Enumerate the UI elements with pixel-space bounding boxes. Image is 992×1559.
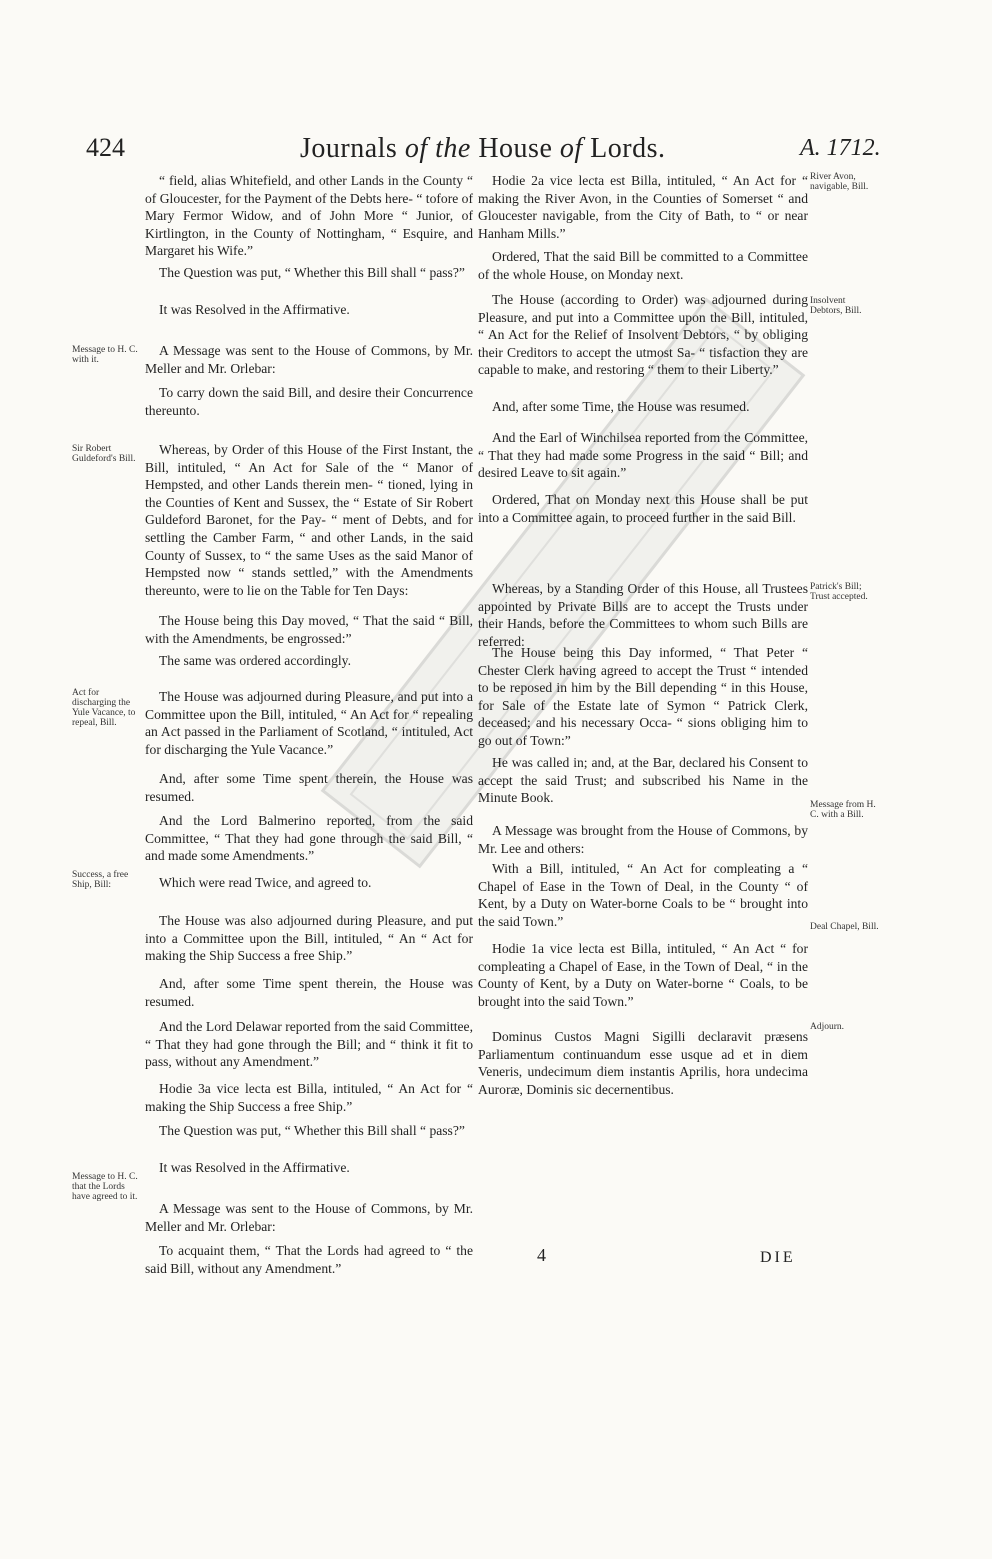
margin-note: Adjourn.	[810, 1022, 845, 1032]
page-footer	[0, 1245, 992, 1275]
margin-note: Message to H. C. with it.	[72, 345, 138, 365]
paragraph: The House was adjourned during Pleasure, and put into a Committee upon the Bill, intituled, “ An Act for “ repealing an Act passed in the Parliament of Scotland, “ intituled, Act for discharging the Yule Vacance.”	[145, 689, 473, 757]
paragraph: Hodie 2a vice lecta est Billa, intituled, “ An Act for “ making the River Avon, in the Counties of Somerset “ and Gloucester navigable, from the City of Bath, to “ or near Hanham Mills.”	[478, 173, 808, 241]
paragraph: It was Resolved in the Affirmative.	[159, 1160, 350, 1175]
paragraph: “ field, alias Whitefield, and other Lands in the County “ of Gloucester, for the Payment of the Debts here- “ tofore of Mary Fermor Widow, and of John More “ Junior, of Kirtlington, in the County of Nottingham, “ Esquire, and Margaret his Wife.”	[145, 173, 473, 259]
paragraph: The House (according to Order) was adjourned during Pleasure, and put into a Committee upon the Bill, intituled, “ An Act for the Relief of Insolvent Debtors, “ by obliging their Creditors to accept the utmost Sa- “ tisfaction they are capable to make, and restoring “ them to their Liberty.”	[478, 292, 808, 378]
paragraph: Ordered, That the said Bill be committed to a Committee of the whole House, on Monday next.	[478, 249, 808, 282]
paragraph: And, after some Time spent therein, the House was resumed.	[145, 771, 473, 804]
paragraph: The House being this Day informed, “ That Peter “ Chester Clerk having agreed to accept the Trust “ intended to be reposed in him by the Bill depending “ in this House, for Sale of the Estate late of Symon “ Patrick Clerk, deceased; and his necessary Occa- “ sions obliging him to go out of Town:”	[478, 645, 808, 748]
margin-note: Patrick's Bill; Trust accepted.	[810, 582, 868, 602]
margin-note: Message to H. C. that the Lords have agreed to it.	[72, 1172, 138, 1202]
paragraph: To acquaint them, “ That the Lords had agreed to “ the said Bill, without any Amendment.”	[145, 1243, 473, 1276]
paragraph: Hodie 1a vice lecta est Billa, intituled, “ An Act “ for compleating a Chapel of Ease, in the Town of Deal, “ in the County of Kent, by a Duty on Water-borne “ Coals, to be brought into the said Town.”	[478, 941, 808, 1009]
paragraph: And, after some Time spent therein, the House was resumed.	[145, 976, 473, 1009]
paragraph: The Question was put, “ Whether this Bill shall “ pass?”	[159, 265, 465, 280]
paragraph: It was Resolved in the Affirmative.	[159, 302, 350, 317]
paragraph: A Message was sent to the House of Commons, by Mr. Meller and Mr. Orlebar:	[145, 343, 473, 376]
paragraph: And the Lord Balmerino reported, from the said Committee, “ That they had gone through the said Bill, “ and made some Amendments.”	[145, 813, 473, 864]
paragraph: A Message was sent to the House of Commons, by Mr. Meller and Mr. Orlebar:	[145, 1201, 473, 1234]
paragraph: The Question was put, “ Whether this Bill shall “ pass?”	[159, 1123, 465, 1138]
paragraph: A Message was brought from the House of Commons, by Mr. Lee and others:	[478, 823, 808, 856]
paragraph: The same was ordered accordingly.	[159, 653, 351, 668]
margin-note: Message from H. C. with a Bill.	[810, 800, 876, 820]
paragraph: Whereas, by a Standing Order of this House, all Trustees appointed by Private Bills are to accept the Trusts under their Hands, before the Committees to whom such Bills are referred:	[478, 581, 808, 649]
paragraph: And the Lord Delawar reported from the said Committee, “ That they had gone through the Bill; and “ think it fit to pass, without any Amendment.”	[145, 1019, 473, 1070]
paragraph: Whereas, by Order of this House of the First Instant, the Bill, intituled, “ An Act for Sale of the “ Manor of Hempsted, and other Lands therein men- “ tioned, lying in the Counties of Kent and Sussex, the “ Estate of Sir Robert Guldeford Baronet, for the Pay- “ ment of Debts, and for settling the Camber Farm, “ and other Lands, in the said County of Sussex, to “ the same Uses as the said Manor of Hempsted now “ stands settled,” with the Amendments thereunto, were to lie on the Table for Ten Days:	[145, 442, 473, 598]
paragraph: The House was also adjourned during Pleasure, and put into a Committee upon the Bill, intituled, “ An “ Act for making the Ship Success a free Ship.”	[145, 913, 473, 964]
margin-note: Insolvent Debtors, Bill.	[810, 296, 862, 316]
page-header	[0, 133, 992, 173]
paragraph: Ordered, That on Monday next this House shall be put into a Committee again, to proceed further in the said Bill.	[478, 492, 808, 525]
paragraph: Hodie 3a vice lecta est Billa, intituled, “ An Act for “ making the Ship Success a free Ship.”	[145, 1081, 473, 1114]
margin-note: Sir Robert Guldeford's Bill.	[72, 444, 136, 464]
paragraph: And, after some Time, the House was resumed.	[492, 399, 750, 414]
margin-note: Success, a free Ship, Bill:	[72, 870, 129, 890]
paragraph: Which were read Twice, and agreed to.	[159, 875, 372, 890]
paragraph: He was called in; and, at the Bar, declared his Consent to accept the said Trust; and subscribed his Name in the Minute Book.	[478, 755, 808, 806]
margin-note: Act for discharging the Yule Vacance, to repeal, Bill.	[72, 688, 136, 728]
catchword: DIE	[760, 1249, 796, 1266]
page-number: 424	[86, 133, 125, 162]
paragraph: To carry down the said Bill, and desire their Concurrence thereunto.	[145, 385, 473, 418]
paragraph: Dominus Custos Magni Sigilli declaravit præsens Parliamentum continuandum esse usque ad et in diem Veneris, undecimum diem instantis Aprilis, hora undecima Auroræ, Dominis sic decernentibus.	[478, 1029, 808, 1097]
running-title: Journals of the House of Lords.	[300, 133, 666, 164]
margin-note: Deal Chapel, Bill.	[810, 922, 879, 932]
paragraph: With a Bill, intituled, “ An Act for compleating a “ Chapel of Ease in the Town of Deal, in the County “ of Kent, by a Duty on Water-borne Coals to be “ brought into the said Town.”	[478, 861, 808, 929]
year-label: A. 1712.	[800, 135, 881, 161]
margin-note: River Avon, navigable, Bill.	[810, 172, 869, 192]
paragraph: The House being this Day moved, “ That the said “ Bill, with the Amendments, be engrossed:”	[145, 613, 473, 646]
paragraph: And the Earl of Winchilsea reported from the Committee, “ That they had made some Progress in the said “ Bill; and desired Leave to sit again.”	[478, 430, 808, 481]
signature-mark: 4	[537, 1245, 546, 1265]
